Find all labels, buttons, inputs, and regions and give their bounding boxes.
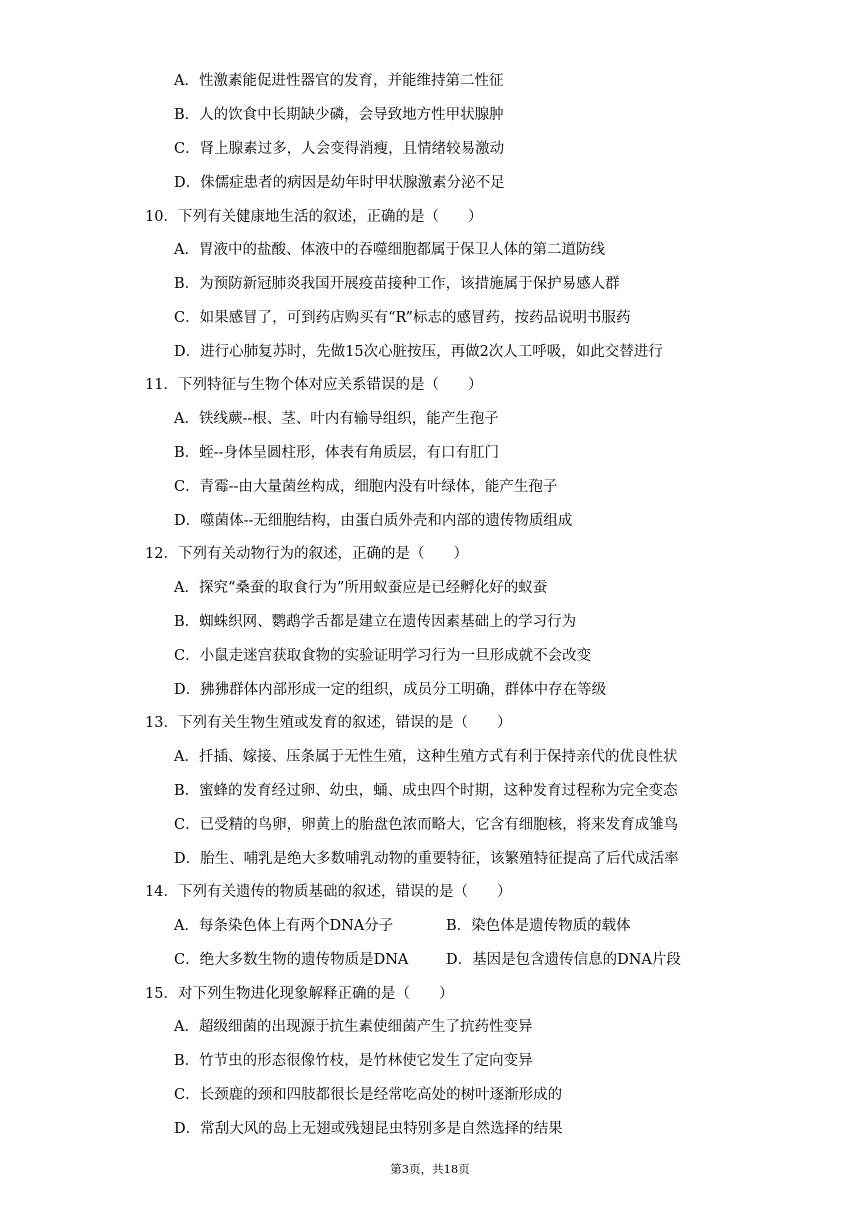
question-10-stem: 10．下列有关健康地生活的叙述，正确的是（ ） bbox=[145, 209, 483, 225]
question-15-option-a: A．超级细菌的出现源于抗生素使细菌产生了抗药性变异 bbox=[174, 1019, 533, 1035]
question-13-stem: 13．下列有关生物生殖或发育的叙述，错误的是（ ） bbox=[145, 715, 512, 731]
question-10-option-b: B．为预防新冠肺炎我国开展疫苗接种工作，该措施属于保护易感人群 bbox=[174, 276, 620, 292]
question-11-option-b: B．蛭--身体呈圆柱形，体表有角质层，有口有肛门 bbox=[174, 445, 499, 461]
prev-option-a: A．性激素能促进性器官的发育，并能维持第二性征 bbox=[174, 73, 504, 89]
question-14-option-d: D．基因是包含遗传信息的DNA片段 bbox=[446, 952, 681, 968]
question-10-option-a: A．胃液中的盐酸、体液中的吞噬细胞都属于保卫人体的第二道防线 bbox=[174, 242, 605, 258]
question-10-option-d: D．进行心肺复苏时，先做15次心脏按压，再做2次人工呼吸，如此交替进行 bbox=[174, 344, 663, 360]
question-12-option-d: D．狒狒群体内部形成一定的组织，成员分工明确，群体中存在等级 bbox=[174, 682, 607, 698]
question-12-option-b: B．蜘蛛织网、鹦鹉学舌都是建立在遗传因素基础上的学习行为 bbox=[174, 614, 577, 630]
question-14-stem: 14．下列有关遗传的物质基础的叙述，错误的是（ ） bbox=[145, 884, 512, 900]
page-footer: 第3页，共18页 bbox=[390, 1162, 470, 1176]
prev-option-c: C．肾上腺素过多，人会变得消瘦，且情绪较易激动 bbox=[174, 141, 505, 157]
question-12-option-c: C．小鼠走迷宫获取食物的实验证明学习行为一旦形成就不会改变 bbox=[174, 648, 592, 664]
question-10-option-c: C．如果感冒了，可到药店购买有“R”标志的感冒药，按药品说明书服药 bbox=[174, 310, 631, 326]
question-12-option-a: A．探究“桑蚕的取食行为”所用蚁蚕应是已经孵化好的蚁蚕 bbox=[174, 580, 548, 596]
question-15-stem: 15．对下列生物进化现象解释正确的是（ ） bbox=[145, 986, 454, 1002]
question-14-option-a: A．每条染色体上有两个DNA分子 bbox=[174, 918, 394, 934]
question-15-option-d: D．常刮大风的岛上无翅或残翅昆虫特别多是自然选择的结果 bbox=[174, 1121, 563, 1137]
question-11-option-a: A．铁线蕨--根、茎、叶内有输导组织，能产生孢子 bbox=[174, 411, 499, 427]
question-11-option-d: D．噬菌体--无细胞结构，由蛋白质外壳和内部的遗传物质组成 bbox=[174, 513, 573, 529]
question-13-option-c: C．已受精的鸟卵，卵黄上的胎盘色浓而略大，它含有细胞核，将来发育成雏鸟 bbox=[174, 817, 679, 833]
prev-option-b: B．人的饮食中长期缺少磷，会导致地方性甲状腺肿 bbox=[174, 107, 504, 123]
question-12-stem: 12．下列有关动物行为的叙述，正确的是（ ） bbox=[145, 546, 468, 562]
question-13-option-b: B．蜜蜂的发育经过卵、幼虫，蛹、成虫四个时期，这种发育过程称为完全变态 bbox=[174, 783, 678, 799]
prev-option-d: D．侏儒症患者的病因是幼年时甲状腺激素分泌不足 bbox=[174, 175, 505, 191]
question-13-option-d: D．胎生、哺乳是绝大多数哺乳动物的重要特征，该繁殖特征提高了后代成活率 bbox=[174, 851, 679, 867]
question-13-option-a: A．扦插、嫁接、压条属于无性生殖，这种生殖方式有利于保持亲代的优良性状 bbox=[174, 749, 678, 765]
question-11-option-c: C．青霉--由大量菌丝构成，细胞内没有叶绿体，能产生孢子 bbox=[174, 479, 558, 495]
question-14-option-b: B．染色体是遗传物质的载体 bbox=[446, 918, 631, 934]
question-15-option-b: B．竹节虫的形态很像竹枝，是竹林使它发生了定向变异 bbox=[174, 1053, 533, 1069]
question-15-option-c: C．长颈鹿的颈和四肢都很长是经常吃高处的树叶逐渐形成的 bbox=[174, 1087, 563, 1103]
question-11-stem: 11．下列特征与生物个体对应关系错误的是（ ） bbox=[145, 377, 483, 393]
question-14-option-c: C．绝大多数生物的遗传物质是DNA bbox=[174, 952, 409, 968]
